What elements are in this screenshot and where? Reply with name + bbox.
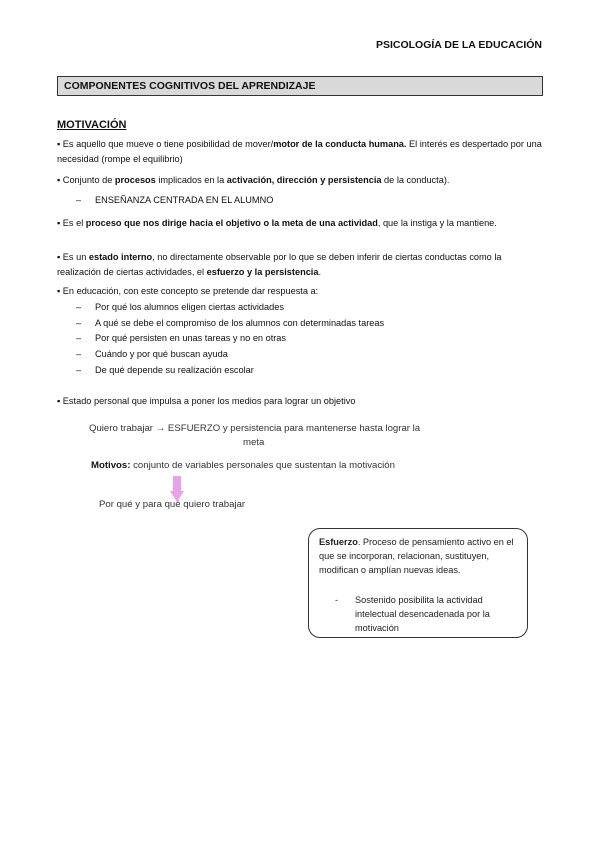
flow-line-meta: meta [243,437,265,448]
section-title-box: COMPONENTES COGNITIVOS DEL APRENDIZAJE [57,76,543,96]
question-item: – Cuándo y por qué buscan ayuda [76,349,228,359]
text: implicados en la [155,175,227,185]
effort-subitem: - Sostenido posibilita la actividad intelectual desencadenada por la motivación [335,593,515,635]
text-bold: motor de la conducta humana. [273,139,407,149]
text: conjunto de variables personales que sustentan la motivación [130,460,395,471]
text: , que la instiga y la mantiene. [377,218,497,228]
text-bold: estado interno [88,252,153,262]
text: . [318,267,322,277]
text: ▪ Es un [57,252,89,262]
flow-line-quiero: Quiero trabajar → ESFUERZO y persistencia para mantenerse hasta lograr la [89,423,421,434]
question-item: – A qué se debe el compromiso de los alumnos con determinadas tareas [76,318,385,328]
paragraph-internal-state [57,250,547,280]
text: ▪ Conjunto de [57,175,115,185]
text: Cuándo y por qué buscan ayuda [95,349,228,359]
text: ENSEÑANZA CENTRADA EN EL ALUMNO [95,195,274,205]
dash-item-ensenanza: – ENSEÑANZA CENTRADA EN EL ALUMNO [76,195,274,205]
question-item: – Por qué persisten en unas tareas y no en otras [76,333,287,343]
text-bold: esfuerzo y la persistencia [206,267,319,277]
paragraph-goal [57,216,547,231]
text-bold: procesos [114,175,156,185]
paragraph-definition [57,137,547,167]
text: De qué depende su realización escolar [95,365,254,375]
text-bold: Motivos: [91,460,131,471]
text: Sostenido posibilita la actividad intelectual desencadenada por la motivación [355,595,490,633]
text: . Proceso de pensamiento activo en el que se incorporan, relacionan, sustituyen, modifican o amplían nuevas ideas. [319,537,514,575]
text: de la conducta). [381,175,450,185]
text: El interés es despertado por una necesidad (rompe el equilibrio) [57,139,542,164]
question-item: – Por qué los alumnos eligen ciertas actividades [76,302,284,312]
paragraph-personal-state: ▪ Estado personal que impulsa a poner los medios para lograr un objetivo [57,396,356,406]
text: Por qué persisten en unas tareas y no en otras [95,333,287,343]
page-header: PSICOLOGÍA DE LA EDUCACIÓN [375,39,542,51]
text: ▪ Es el [57,218,86,228]
text: ▪ Es aquello que mueve o tiene posibilidad de mover/ [57,139,274,149]
paragraph-education: ▪ En educación, con este concepto se pretende dar respuesta a: [57,286,319,296]
text: A qué se debe el compromiso de los alumnos con determinadas tareas [95,318,385,328]
text: , no directamente observable por lo que se deben inferir de ciertas conductas como la realización de ciertas actividades, el [57,252,502,277]
text-bold: activación, dirección y persistencia [226,175,382,185]
flow-why: Por qué y para qué quiero trabajar [99,499,246,510]
text-bold: proceso que nos dirige hacia el objetivo o la meta de una actividad [85,218,378,228]
paragraph-processes [57,173,547,188]
text: Por qué los alumnos eligen ciertas actividades [95,302,284,312]
question-item: – De qué depende su realización escolar [76,365,254,375]
effort-callout-box [308,528,528,638]
section-heading: MOTIVACIÓN [57,119,127,131]
flow-motivos [91,460,395,471]
text-bold: Esfuerzo [319,537,358,547]
